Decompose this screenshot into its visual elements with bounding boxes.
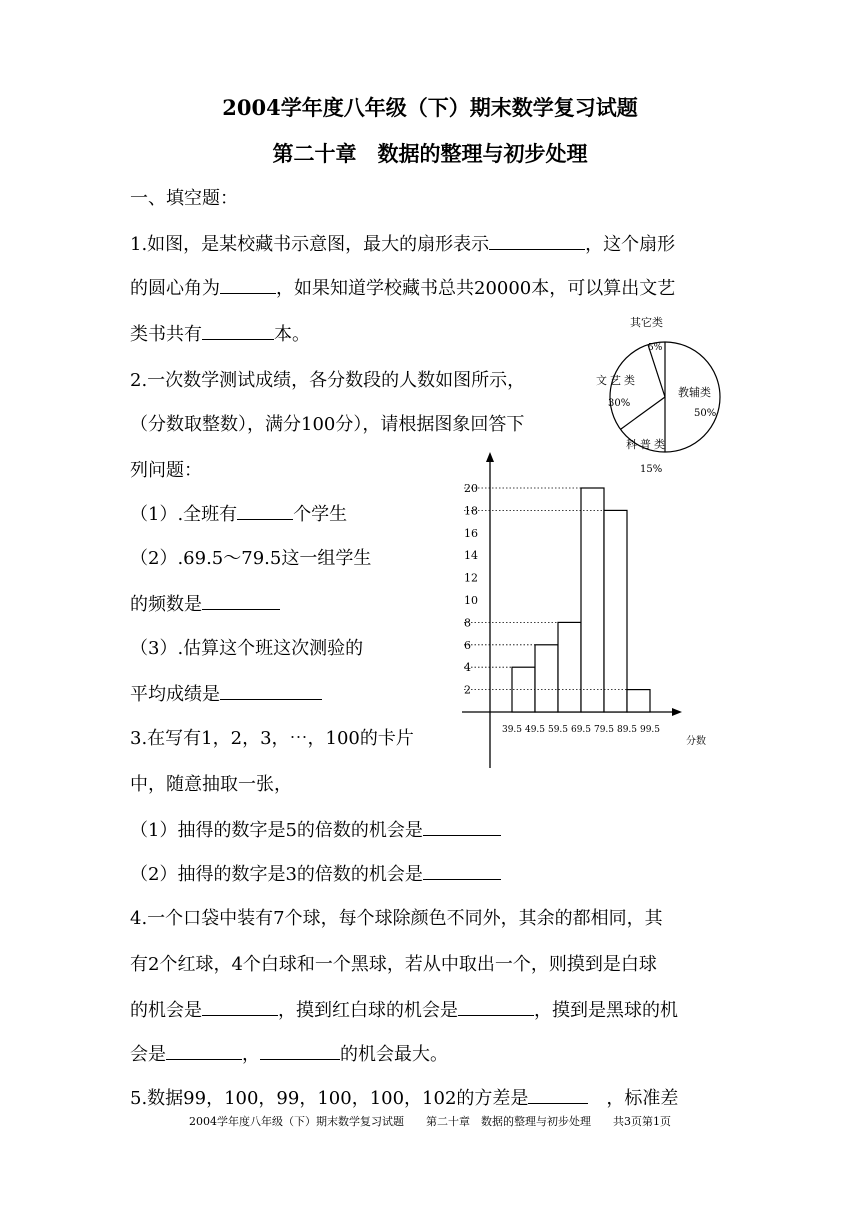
q3-text: （2）抽得的数字是3的倍数的机会是 <box>130 864 423 885</box>
pie-label-other: 其它类 <box>630 316 663 329</box>
pie-value-other: 5% <box>648 343 663 353</box>
x-axis-arrow <box>672 708 682 716</box>
histogram-bar <box>581 488 604 712</box>
q2-sub1 <box>130 500 347 526</box>
page-title: 2004学年度八年级（下）期末数学复习试题 <box>222 95 638 120</box>
q1-text: 类书共有 <box>130 324 202 345</box>
q2-sub2: （2）.69.5～79.5这一组学生 <box>130 548 372 569</box>
chapter-subtitle: 第二十章 数据的整理与初步处理 <box>272 141 588 166</box>
x-tick-label: 39.5 <box>501 725 523 735</box>
q3-text: （1）抽得的数字是5的倍数的机会是 <box>130 820 423 841</box>
y-tick-label: 14 <box>464 549 478 563</box>
answer-blank[interactable] <box>202 323 274 340</box>
q4-line2: 有2个红球，4个白球和一个黑球，若从中取出一个，则摸到是白球 <box>130 954 657 975</box>
y-tick-label: 10 <box>464 594 478 607</box>
y-axis-arrow <box>486 452 494 462</box>
histogram-bar <box>535 645 558 712</box>
y-tick-label: 6 <box>464 638 471 652</box>
y-tick-label: 2 <box>464 683 471 697</box>
x-tick-label: 69.5 <box>570 725 592 735</box>
pie-label-jiaofu: 教辅类 <box>678 386 711 399</box>
histogram-bar <box>627 690 650 712</box>
answer-blank[interactable] <box>260 1043 340 1060</box>
x-tick-label: 49.5 <box>524 725 546 735</box>
y-tick-label: 4 <box>464 661 471 675</box>
answer-blank[interactable] <box>220 683 322 700</box>
pie-value-jiaofu: 50% <box>694 408 717 419</box>
y-tick-label: 16 <box>464 526 478 540</box>
x-tick-label: 79.5 <box>593 725 615 735</box>
answer-blank[interactable] <box>202 593 280 610</box>
q2-line1: 2.一次数学测试成绩，各分数段的人数如图所示， <box>130 370 526 391</box>
answer-blank[interactable] <box>489 233 585 250</box>
answer-blank[interactable] <box>528 1087 588 1104</box>
q4-line1: 4.一个口袋中装有7个球，每个球除颜色不同外，其余的都相同，其 <box>130 908 663 929</box>
q3-line1: 3.在写有1，2，3，⋯，100的卡片 <box>130 728 414 749</box>
answer-blank[interactable] <box>166 1043 242 1060</box>
section-heading: 一、填空题： <box>130 188 238 209</box>
answer-blank[interactable] <box>423 863 501 880</box>
q2-line3: 列问题： <box>130 460 202 481</box>
q2-sub3b <box>130 680 322 706</box>
q5-line1 <box>130 1084 678 1110</box>
q1-text: ，这个扇形 <box>585 234 676 255</box>
histogram-bar <box>558 622 581 712</box>
pie-value-wenyi: 30% <box>608 398 631 409</box>
y-tick-label: 12 <box>464 571 478 585</box>
q1-text: ，如果知道学校藏书总共20000本，可以算出文艺 <box>276 278 676 299</box>
q4-text: ，摸到红白球的机会是 <box>278 1000 458 1021</box>
x-tick-label: 59.5 <box>547 725 569 735</box>
q1-text: 本。 <box>274 324 310 345</box>
q2-sub3: （3）.估算这个班这次测验的 <box>130 638 364 659</box>
q4-text: 的机会最大。 <box>340 1044 448 1065</box>
histogram-bar <box>604 510 627 712</box>
answer-blank[interactable] <box>423 819 501 836</box>
answer-blank[interactable] <box>220 277 276 294</box>
q2-line2: （分数取整数），满分100分），请根据图象回答下 <box>130 414 525 435</box>
pie-value-kepu: 15% <box>640 464 663 475</box>
q1-text: 1.如图，是某校藏书示意图，最大的扇形表示 <box>130 234 490 255</box>
y-tick-label: 20 <box>464 482 478 495</box>
answer-blank[interactable] <box>237 503 293 520</box>
q3-sub1 <box>130 816 501 842</box>
pie-label-wenyi: 文艺类 <box>596 374 638 387</box>
histogram-chart <box>450 448 720 770</box>
q4-line3 <box>130 996 678 1022</box>
y-tick-label: 8 <box>464 616 471 630</box>
answer-blank[interactable] <box>458 999 534 1016</box>
q5-text: 5.数据99，100，99，100，100，102的方差是 <box>130 1088 529 1109</box>
q4-text: ，摸到是黑球的机 <box>534 1000 678 1021</box>
q3-line2: 中，随意抽取一张， <box>130 774 292 795</box>
q3-sub2 <box>130 860 501 886</box>
q1-line1 <box>130 230 675 256</box>
q2-sub2b <box>130 590 280 616</box>
pie-label-kepu: 科普类 <box>626 438 668 451</box>
q4-line4 <box>130 1040 448 1066</box>
page-footer: 2004学年度八年级（下）期末数学复习试题 第二十章 数据的整理与初步处理 共3页第1页 <box>189 1115 671 1128</box>
q1-line3 <box>130 320 310 346</box>
q1-text: 的圆心角为 <box>130 278 220 299</box>
q1-line2 <box>130 274 675 300</box>
x-tick-label: 89.5 <box>616 725 638 735</box>
q5-text: ，标准差 <box>588 1088 679 1109</box>
q2-text: 个学生 <box>293 504 348 525</box>
x-tick-label: 99.5 <box>639 725 661 735</box>
q4-text: 会是 <box>130 1044 166 1065</box>
y-tick-label: 18 <box>464 504 478 518</box>
q2-text: 的频数是 <box>130 594 202 615</box>
q2-text: （1）.全班有 <box>130 504 238 525</box>
q2-text: 平均成绩是 <box>130 684 220 705</box>
q4-text: 的机会是 <box>130 1000 202 1021</box>
answer-blank[interactable] <box>202 999 278 1016</box>
x-axis-label: 分数 <box>686 736 706 747</box>
q4-text: ， <box>242 1044 260 1065</box>
